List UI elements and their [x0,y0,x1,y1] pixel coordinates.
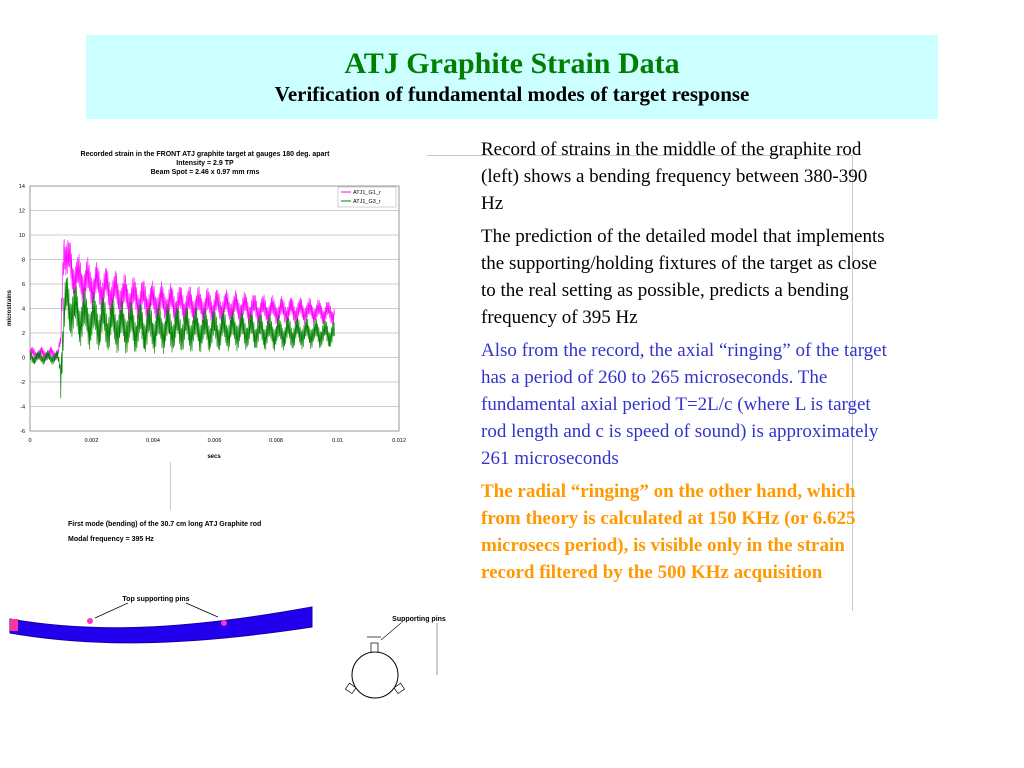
supporting-pins-label: Supporting pins [392,616,446,623]
bending-mode-figure [0,585,330,645]
y-tick-label: 14 [18,184,25,190]
text-column [481,136,889,592]
y-tick-label: 4 [21,306,25,313]
x-axis-label: secs [207,454,221,460]
y-tick-label: 6 [21,282,25,288]
legend-entry-2: ATJ1_G3_r [353,199,381,205]
paragraph-bending: Record of strains in the middle of the graphite rod (left) shows a bending frequency between 380-390 Hz [481,139,868,214]
top-pins-label: Top supporting pins [122,596,190,603]
chart-subtitle-2: Beam Spot = 2.46 x 0.97 mm rms [150,169,260,176]
legend-entry-1: ATJ1_G1_r [353,190,381,196]
y-tick-label: 10 [18,233,25,239]
paragraph-radial: The radial “ringing” on the other hand, which from theory is calculated at 150 KHz (or 6.625 microsecs period), is visible only in the strain record filtered by the 500 KHz acquisition [481,481,856,583]
x-tick-labels [28,438,405,444]
x-tick-label: 0.012 [392,438,406,444]
x-tick-label: 0.01 [332,438,343,444]
title-banner [86,35,938,119]
slide-title: ATJ Graphite Strain Data [344,47,680,80]
slide-subtitle: Verification of fundamental modes of target response [274,82,750,106]
x-tick-label: 0 [28,438,32,444]
y-axis-label: microstrains [7,289,13,327]
chart-title: Recorded strain in the FRONT ATJ graphite target at gauges 180 deg. apart [80,151,330,158]
y-tick-labels [19,184,25,435]
legend [338,187,396,207]
x-tick-label: 0.004 [146,438,160,444]
x-tick-label: 0.008 [269,438,283,444]
paragraph-prediction: The prediction of the detailed model that implements the supporting/holding fixtures of the target as close to the real setting as possible, predicts a bending frequency of 395 Hz [481,226,885,328]
y-tick-label: -4 [20,404,25,411]
y-tick-label: 2 [21,331,25,337]
cross-section-figure [335,610,450,705]
y-tick-label: 12 [18,208,25,215]
y-tick-label: -6 [20,429,25,435]
y-tick-label: 0 [21,355,25,362]
x-tick-label: 0.006 [207,438,222,444]
strain-chart [0,140,420,470]
x-tick-label: 0.002 [84,438,99,444]
y-tick-label: -2 [20,380,25,386]
y-tick-label: 8 [21,257,25,264]
chart-subtitle-1: Intensity = 2.9 TP [176,160,234,167]
paragraph-axial: Also from the record, the axial “ringing” of the target has a period of 260 to 265 microseconds. The fundamental axial period T=2L/c (where L is target rod length and c is speed of sound) is approximately 261 microseconds [481,340,887,469]
figure-caption-1: First mode (bending) of the 30.7 cm long ATJ Graphite rod [68,521,262,528]
figure-caption-2: Modal frequency = 395 Hz [68,536,154,543]
